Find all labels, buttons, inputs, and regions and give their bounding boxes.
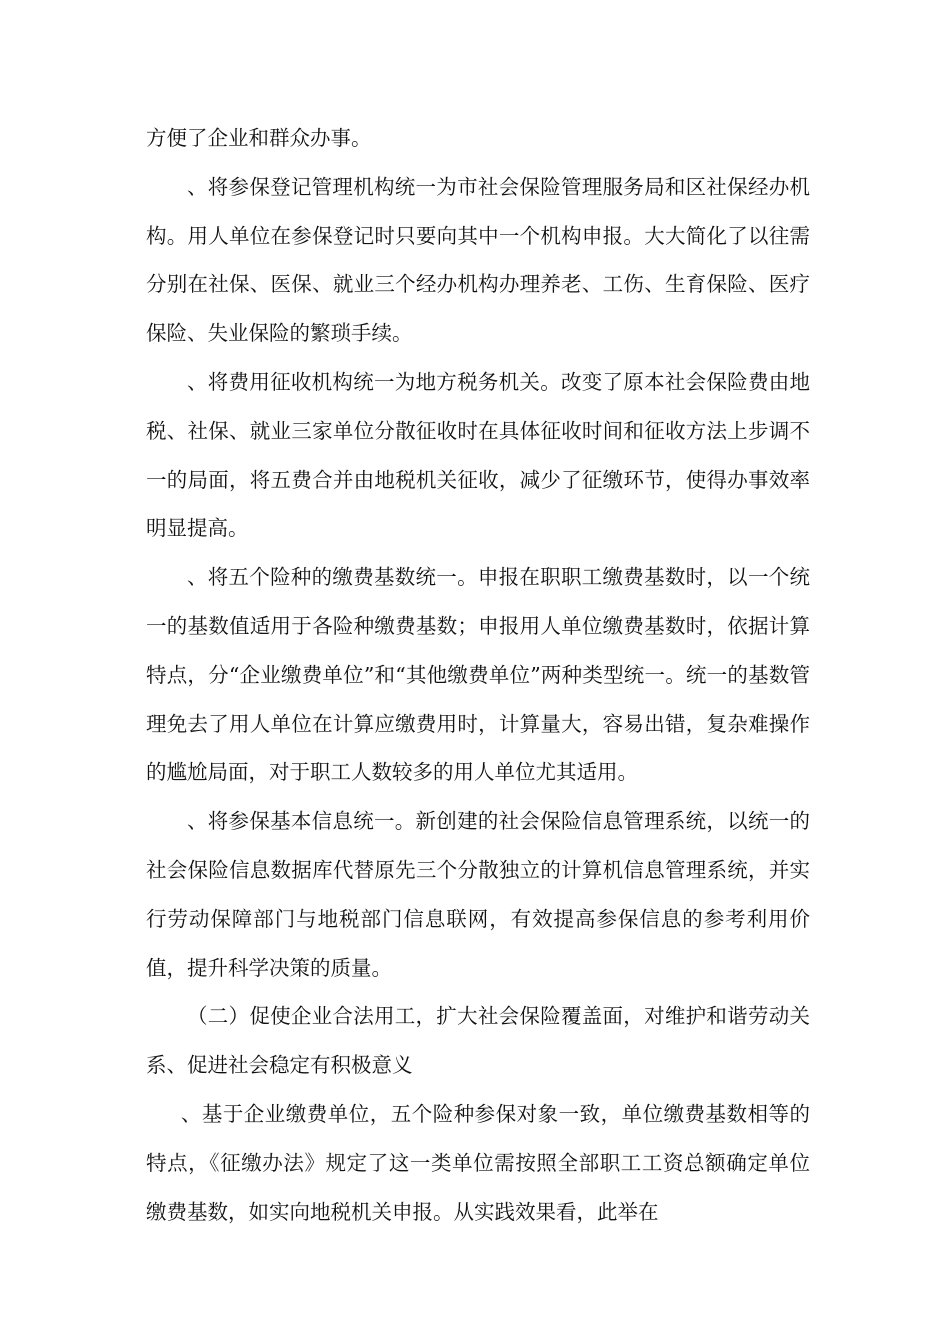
document-body	[146, 114, 810, 1236]
paragraph-registration-unification: 、将参保登记管理机构统一为市社会保险管理服务局和区社保经办机构。用人单位在参保登记时只要向其中一个机构申报。大大简化了以往需分别在社保、医保、就业三个经办机构办理养老、工伤、生育保险、医疗保险、失业保险的繁琐手续。	[146, 174, 810, 346]
paragraph-collection-unification: 、将费用征收机构统一为地方税务机关。改变了原本社会保险费由地税、社保、就业三家单位分散征收时在具体征收时间和征收方法上步调不一的局面，将五费合并由地税机关征收，减少了征缴环节，使得办事效率明显提高。	[146, 369, 810, 541]
paragraph-continuation: 方便了企业和群众办事。	[146, 126, 372, 150]
paragraph-info-unification: 、将参保基本信息统一。新创建的社会保险信息管理系统，以统一的社会保险信息数据库代替原先三个分散独立的计算机信息管理系统，并实行劳动保障部门与地税部门信息联网，有效提高参保信息的参考利用价值，提升科学决策的质量。	[146, 809, 810, 980]
paragraph-base-unification: 、将五个险种的缴费基数统一。申报在职职工缴费基数时，以一个统一的基数值适用于各险种缴费基数；申报用人单位缴费基数时，依据计算特点，分“企业缴费单位”和“其他缴费单位”两种类型统一。统一的基数管理免去了用人单位在计算应缴费用时，计算量大，容易出错，复杂难操作的尴尬局面，对于职工人数较多的用人单位尤其适用。	[146, 565, 810, 785]
paragraph-enterprise-base: 、基于企业缴费单位，五个险种参保对象一致，单位缴费基数相等的特点，《征缴办法》规定了这一类单位需按照全部职工工资总额确定单位缴费基数，如实向地税机关申报。从实践效果看，此举在	[146, 1101, 810, 1224]
section-heading-2: （二）促使企业合法用工，扩大社会保险覆盖面，对维护和谐劳动关系、促进社会稳定有积极意义	[146, 1004, 810, 1078]
